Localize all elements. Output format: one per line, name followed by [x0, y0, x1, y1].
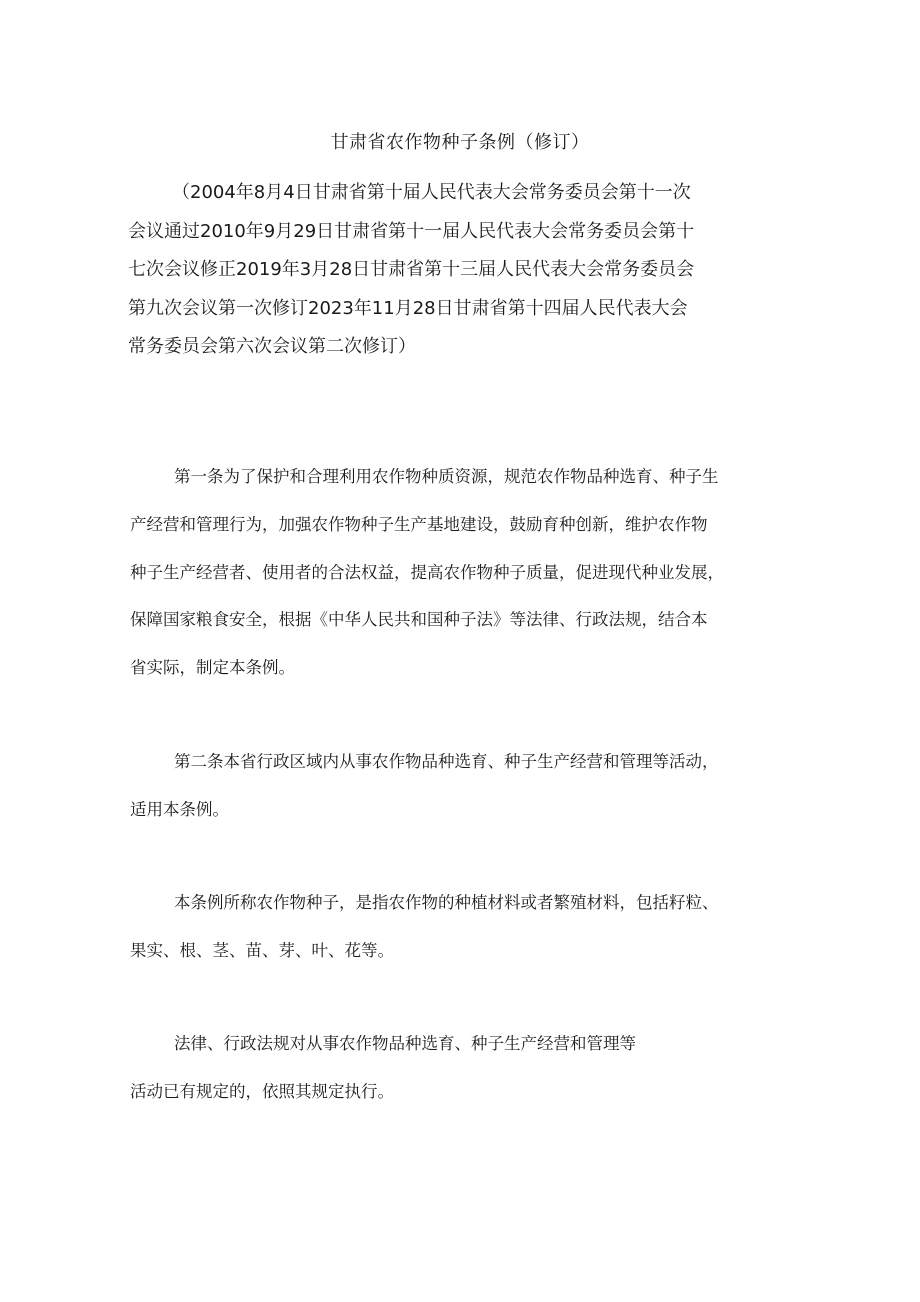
article-1-line: 第一条为了保护和合理利用农作物种质资源，规范农作物品种选育、种子生 [174, 467, 719, 486]
article-2-exception-line: 活动已有规定的，依照其规定执行。 [130, 1081, 394, 1101]
article-1-line: 省实际，制定本条例。 [130, 658, 295, 678]
legislative-history-line: 七次会议修正2019年3月28日甘肃省第十三届人民代表大会常务委员会 [128, 259, 695, 281]
article-2-exception-line: 法律、行政法规对从事农作物品种选育、种子生产经营和管理等 [174, 1034, 636, 1053]
article-1 [130, 453, 790, 692]
legislative-history [128, 174, 788, 367]
article-2-line: 适用本条例。 [130, 799, 229, 819]
article-2-definition-line: 本条例所称农作物种子，是指农作物的种植材料或者繁殖材料，包括籽粒、 [174, 893, 719, 912]
article-1-line: 产经营和管理行为，加强农作物种子生产基地建设，鼓励育种创新，维护农作物 [130, 514, 708, 534]
article-1-line: 种子生产经营者、使用者的合法权益，提高农作物种子质量，促进现代种业发展， [130, 562, 724, 582]
article-2-definition-line: 果实、根、茎、苗、芽、叶、花等。 [130, 940, 394, 960]
article-2 [130, 738, 790, 834]
legislative-history-line: 第九次会议第一次修订2023年11月28日甘肃省第十四届人民代表大会 [128, 297, 688, 319]
article-1-line: 保障国家粮食安全，根据《中华人民共和国种子法》等法律、行政法规，结合本 [130, 610, 708, 630]
article-2-exception [130, 1020, 790, 1116]
article-2-definition [130, 879, 790, 975]
article-2-line: 第二条本省行政区域内从事农作物品种选育、种子生产经营和管理等活动， [174, 752, 719, 771]
legislative-history-line: 会议通过2010年9月29日甘肃省第十一届人民代表大会常务委员会第十 [128, 220, 695, 242]
legislative-history-line: （2004年8月4日甘肃省第十届人民代表大会常务委员会第十一次 [172, 182, 691, 203]
document-title: 甘肃省农作物种子条例（修订） [330, 132, 590, 153]
legislative-history-line: 常务委员会第六次会议第二次修订） [128, 336, 416, 358]
